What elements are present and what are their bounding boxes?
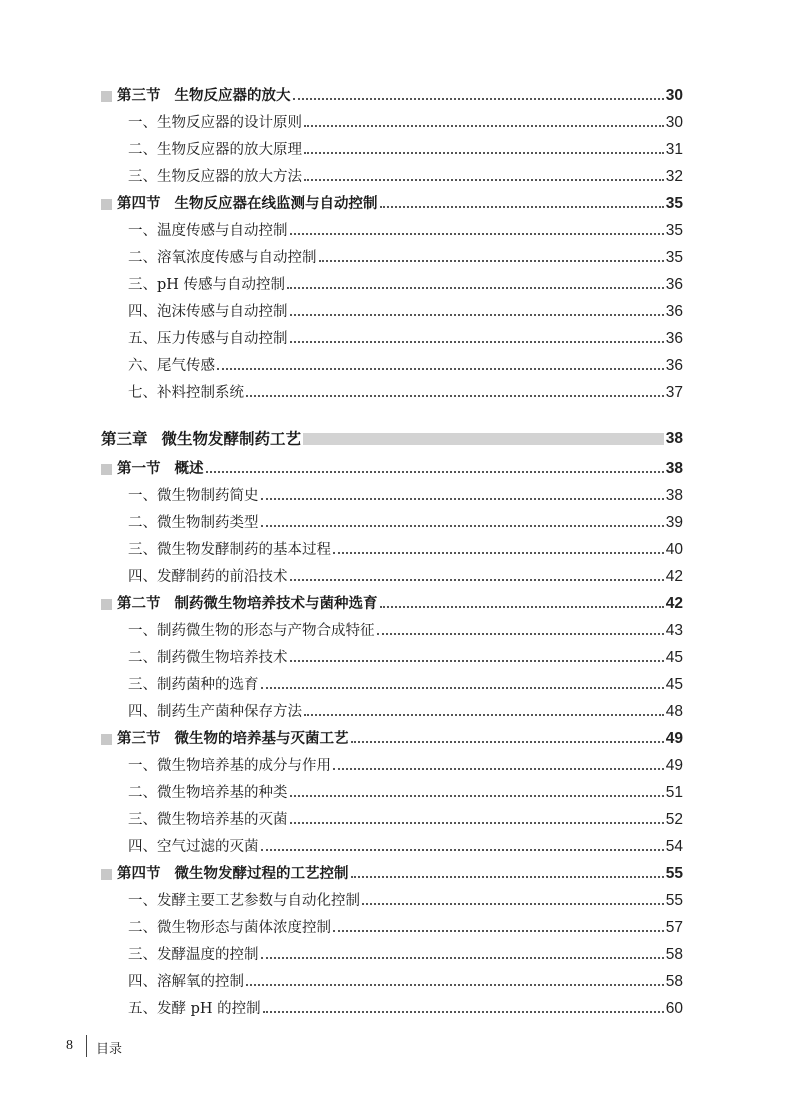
toc-item[interactable] bbox=[0, 138, 800, 162]
toc-page-number: 30 bbox=[665, 87, 683, 104]
toc-title: 四、空气过滤的灭菌 bbox=[128, 839, 259, 855]
section-marker-icon bbox=[101, 599, 112, 610]
toc-item[interactable] bbox=[0, 111, 800, 135]
toc-item[interactable] bbox=[0, 300, 800, 324]
toc-page-number: 49 bbox=[665, 730, 683, 747]
toc-item[interactable] bbox=[0, 970, 800, 994]
toc-number: 第三章 bbox=[101, 429, 148, 448]
toc-item[interactable] bbox=[0, 354, 800, 378]
toc-item[interactable] bbox=[0, 754, 800, 778]
toc-item[interactable] bbox=[0, 565, 800, 589]
running-title: 目录 bbox=[96, 1042, 123, 1057]
section-marker-icon bbox=[101, 464, 112, 475]
toc-item[interactable] bbox=[0, 781, 800, 805]
toc-item[interactable] bbox=[0, 484, 800, 508]
toc-item[interactable] bbox=[0, 889, 800, 913]
toc-page-number: 32 bbox=[665, 168, 683, 185]
toc-title: 二、生物反应器的放大原理 bbox=[128, 142, 302, 158]
toc-title: 一、生物反应器的设计原则 bbox=[128, 115, 302, 131]
toc-item[interactable] bbox=[0, 538, 800, 562]
toc-title: 五、发酵 pH 的控制 bbox=[128, 1001, 261, 1017]
toc-page-number: 31 bbox=[665, 141, 683, 158]
toc-page-number: 36 bbox=[665, 357, 683, 374]
dot-leader bbox=[246, 395, 664, 397]
toc-title: 制药微生物培养技术与菌种选育 bbox=[174, 595, 378, 612]
toc-title: 生物反应器的放大 bbox=[174, 87, 291, 104]
toc-number: 第一节 bbox=[117, 460, 161, 477]
toc-title: 一、微生物制药简史 bbox=[128, 488, 259, 504]
dot-leader bbox=[217, 368, 664, 370]
toc-page-number: 55 bbox=[665, 865, 683, 882]
dot-leader bbox=[362, 903, 664, 905]
dot-leader bbox=[206, 471, 664, 473]
toc-item[interactable] bbox=[0, 943, 800, 967]
toc-number: 第二节 bbox=[117, 595, 161, 612]
dot-leader bbox=[261, 525, 664, 527]
toc-page-number: 38 bbox=[665, 430, 683, 447]
toc-section[interactable] bbox=[0, 592, 800, 616]
toc-page-number: 48 bbox=[665, 703, 683, 720]
toc-title: 三、微生物发酵制药的基本过程 bbox=[128, 542, 331, 558]
dot-leader bbox=[290, 579, 664, 581]
toc-item[interactable] bbox=[0, 165, 800, 189]
toc-chapter[interactable] bbox=[0, 427, 800, 451]
toc-title: 二、微生物制药类型 bbox=[128, 515, 259, 531]
toc-item[interactable] bbox=[0, 997, 800, 1021]
toc-title: 概述 bbox=[174, 460, 204, 477]
toc-item[interactable] bbox=[0, 808, 800, 832]
dot-leader bbox=[304, 152, 664, 154]
toc-section[interactable] bbox=[0, 727, 800, 751]
toc-page-number: 49 bbox=[665, 757, 683, 774]
toc-title: 五、压力传感与自动控制 bbox=[128, 331, 288, 347]
toc-item[interactable] bbox=[0, 700, 800, 724]
page-number: 8 bbox=[66, 1038, 73, 1053]
toc-title: 微生物发酵制药工艺 bbox=[161, 429, 302, 448]
dot-leader bbox=[351, 876, 664, 878]
dot-leader bbox=[290, 822, 664, 824]
toc-page-number: 38 bbox=[665, 487, 683, 504]
toc-page-number: 58 bbox=[665, 946, 683, 963]
toc-title: 一、发酵主要工艺参数与自动化控制 bbox=[128, 893, 360, 909]
toc-item[interactable] bbox=[0, 381, 800, 405]
toc-title: 四、泡沫传感与自动控制 bbox=[128, 304, 288, 320]
toc-page-number: 36 bbox=[665, 330, 683, 347]
toc-page-number: 36 bbox=[665, 276, 683, 293]
toc-number: 第四节 bbox=[117, 195, 161, 212]
toc-page-number: 42 bbox=[665, 595, 683, 612]
toc-page-number: 60 bbox=[665, 1000, 683, 1017]
toc-page-number: 52 bbox=[665, 811, 683, 828]
toc-number: 第四节 bbox=[117, 865, 161, 882]
toc-item[interactable] bbox=[0, 646, 800, 670]
toc-page-number: 30 bbox=[665, 114, 683, 131]
toc-item[interactable] bbox=[0, 246, 800, 270]
toc-item[interactable] bbox=[0, 619, 800, 643]
dot-leader bbox=[290, 660, 664, 662]
toc-page-number: 35 bbox=[665, 249, 683, 266]
toc-title: 二、制药微生物培养技术 bbox=[128, 650, 288, 666]
dot-leader bbox=[261, 687, 664, 689]
toc-title: 二、微生物培养基的种类 bbox=[128, 785, 288, 801]
toc-title: 微生物发酵过程的工艺控制 bbox=[174, 865, 349, 882]
toc-page-number: 57 bbox=[665, 919, 683, 936]
dot-leader bbox=[333, 552, 664, 554]
dot-leader bbox=[290, 314, 664, 316]
section-marker-icon bbox=[101, 734, 112, 745]
toc-page-number: 43 bbox=[665, 622, 683, 639]
toc-title: 一、微生物培养基的成分与作用 bbox=[128, 758, 331, 774]
toc-page-number: 35 bbox=[665, 195, 683, 212]
dot-leader bbox=[261, 957, 664, 959]
toc-title: 四、发酵制药的前沿技术 bbox=[128, 569, 288, 585]
toc-page-number: 39 bbox=[665, 514, 683, 531]
chapter-bar bbox=[303, 433, 664, 445]
toc-item[interactable] bbox=[0, 835, 800, 859]
dot-leader bbox=[304, 125, 664, 127]
toc-item[interactable] bbox=[0, 273, 800, 297]
dot-leader bbox=[380, 606, 664, 608]
toc-page-number: 40 bbox=[665, 541, 683, 558]
toc-title: 微生物的培养基与灭菌工艺 bbox=[174, 730, 349, 747]
dot-leader bbox=[261, 498, 664, 500]
dot-leader bbox=[263, 1011, 664, 1013]
dot-leader bbox=[290, 341, 664, 343]
dot-leader bbox=[380, 206, 664, 208]
toc-number: 第三节 bbox=[117, 730, 161, 747]
toc-section[interactable] bbox=[0, 457, 800, 481]
toc-title: 四、制药生产菌种保存方法 bbox=[128, 704, 302, 720]
toc-title: 七、补料控制系统 bbox=[128, 385, 244, 401]
toc-item[interactable] bbox=[0, 511, 800, 535]
dot-leader bbox=[304, 179, 664, 181]
toc-title: 一、温度传感与自动控制 bbox=[128, 223, 288, 239]
dot-leader bbox=[290, 795, 664, 797]
toc-page-number: 55 bbox=[665, 892, 683, 909]
section-marker-icon bbox=[101, 869, 112, 880]
dot-leader bbox=[293, 98, 664, 100]
toc-page-number: 51 bbox=[665, 784, 683, 801]
dot-leader bbox=[333, 930, 664, 932]
toc-page-number: 45 bbox=[665, 676, 683, 693]
dot-leader bbox=[377, 633, 664, 635]
toc-number: 第三节 bbox=[117, 87, 161, 104]
toc-page-number: 42 bbox=[665, 568, 683, 585]
toc-section[interactable] bbox=[0, 84, 800, 108]
toc-title: 二、溶氧浓度传感与自动控制 bbox=[128, 250, 317, 266]
dot-leader bbox=[287, 287, 664, 289]
dot-leader bbox=[319, 260, 664, 262]
toc-page-number: 58 bbox=[665, 973, 683, 990]
toc-title: 三、微生物培养基的灭菌 bbox=[128, 812, 288, 828]
footer-divider bbox=[86, 1035, 87, 1057]
dot-leader bbox=[261, 849, 664, 851]
section-marker-icon bbox=[101, 91, 112, 102]
toc-title: 二、微生物形态与菌体浓度控制 bbox=[128, 920, 331, 936]
toc-section[interactable] bbox=[0, 862, 800, 886]
toc-section[interactable] bbox=[0, 192, 800, 216]
toc-page-number: 36 bbox=[665, 303, 683, 320]
toc-page-number: 37 bbox=[665, 384, 683, 401]
toc-title: 三、生物反应器的放大方法 bbox=[128, 169, 302, 185]
toc-title: 六、尾气传感 bbox=[128, 358, 215, 374]
section-marker-icon bbox=[101, 199, 112, 210]
toc-title: 四、溶解氧的控制 bbox=[128, 974, 244, 990]
toc-item[interactable] bbox=[0, 916, 800, 940]
dot-leader bbox=[304, 714, 664, 716]
toc-title: 一、制药微生物的形态与产物合成特征 bbox=[128, 623, 375, 639]
toc-item[interactable] bbox=[0, 673, 800, 697]
dot-leader bbox=[333, 768, 664, 770]
toc-page-number: 35 bbox=[665, 222, 683, 239]
toc-page-number: 45 bbox=[665, 649, 683, 666]
dot-leader bbox=[290, 233, 664, 235]
dot-leader bbox=[351, 741, 664, 743]
toc-page-number: 54 bbox=[665, 838, 683, 855]
toc-item[interactable] bbox=[0, 327, 800, 351]
toc-page-number: 38 bbox=[665, 460, 683, 477]
toc-title: 三、发酵温度的控制 bbox=[128, 947, 259, 963]
toc-title: 生物反应器在线监测与自动控制 bbox=[174, 195, 378, 212]
toc-title: 三、制药菌种的选育 bbox=[128, 677, 259, 693]
dot-leader bbox=[246, 984, 664, 986]
toc-title: 三、pH 传感与自动控制 bbox=[128, 277, 286, 293]
toc-item[interactable] bbox=[0, 219, 800, 243]
